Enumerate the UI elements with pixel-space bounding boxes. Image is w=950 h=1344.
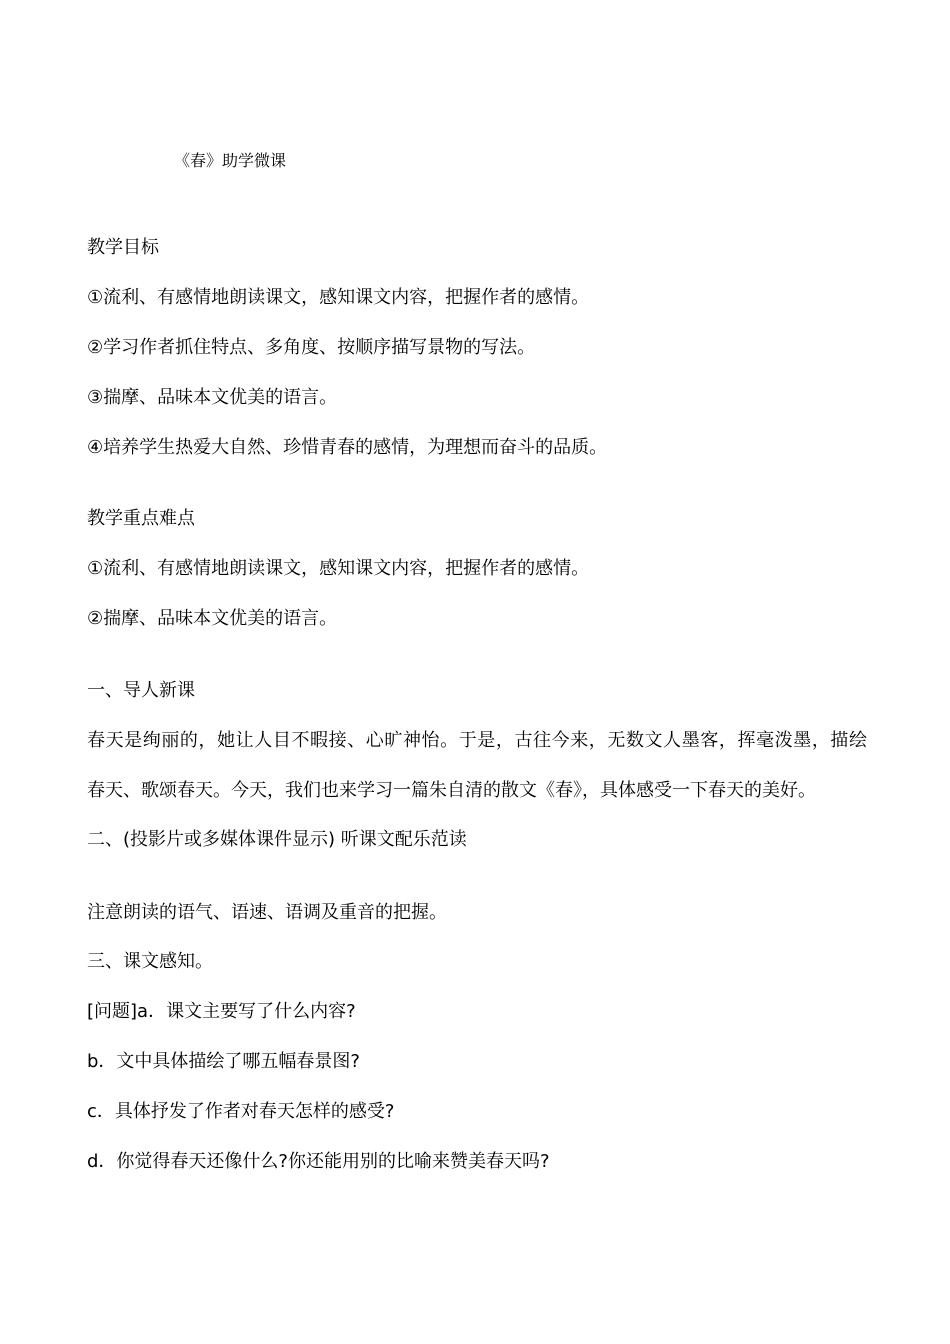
section1-paragraph-line: 春天、歌颂春天。今天，我们也来学习一篇朱自清的散文《春》，具体感受一下春天的美好。	[87, 780, 816, 801]
section1-paragraph-line: 春天是绚丽的，她让人目不暇接、心旷神怡。于是，古往今来，无数文人墨客，挥毫泼墨，描绘	[87, 730, 867, 751]
question-item: d．你觉得春天还像什么?你还能用别的比喻来赞美春天吗?	[87, 1151, 550, 1172]
objective-item: ④培养学生热爱大自然、珍惜青春的感情，为理想而奋斗的品质。	[87, 437, 608, 458]
question-item: b．文中具体描绘了哪五幅春景图?	[87, 1051, 360, 1072]
section3-heading: 三、课文感知。	[87, 951, 213, 972]
key-points-heading: 教学重点难点	[87, 508, 195, 529]
section1-heading: 一、导人新课	[87, 680, 195, 701]
objectives-heading: 教学目标	[87, 237, 159, 258]
question-item: c．具体抒发了作者对春天怎样的感受?	[87, 1101, 395, 1122]
objective-item: ①流利、有感情地朗读课文，感知课文内容，把握作者的感情。	[87, 287, 590, 308]
key-point-item: ②揣摩、品味本文优美的语言。	[87, 608, 338, 629]
question-item: [问题]a．课文主要写了什么内容?	[87, 1001, 356, 1022]
document-title: 《春》助学微课	[174, 151, 287, 170]
objective-item: ③揣摩、品味本文优美的语言。	[87, 387, 338, 408]
objective-item: ②学习作者抓住特点、多角度、按顺序描写景物的写法。	[87, 337, 536, 358]
key-point-item: ①流利、有感情地朗读课文，感知课文内容，把握作者的感情。	[87, 558, 590, 579]
section2-heading: 二、(投影片或多媒体课件显示) 听课文配乐范读	[87, 829, 467, 850]
section2-note: 注意朗读的语气、语速、语调及重音的把握。	[87, 902, 447, 923]
